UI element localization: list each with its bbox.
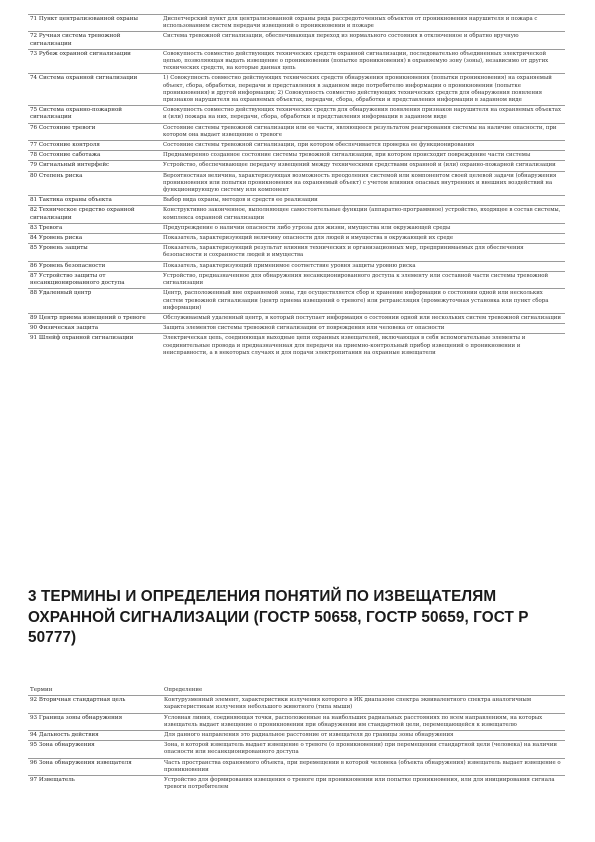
term-cell: 89 Центр приема извещений о тревоге (30, 314, 146, 321)
term-cell: 86 Уровень безопасности (30, 262, 106, 269)
definition-cell: Устройство, обеспечивающее передачу извещений между техническими средствами охранной и (или) охранно-пожарной сигнализации (163, 162, 556, 169)
definition-cell: Состояние системы тревожной сигнализации, при котором обеспечивается проверка ее функционирования (163, 142, 475, 149)
terms-table-1 (28, 14, 565, 358)
term-cell: 79 Сигнальный интерфейс (30, 162, 110, 169)
header-definition: Определение (164, 687, 203, 693)
definition-cell: Вероятностная величина, характеризующая возможность преодоления системой или компонентом своей целевой задачи (обнаружения проникновения или попытки проникновения на охраняемый объект) с учетом влияния опасных внутренних и внешних воздействий на функционирующую систему или компонент (163, 172, 557, 194)
table-row (28, 333, 565, 358)
table-row (28, 123, 565, 140)
table-row (28, 323, 565, 333)
definition-cell: Центр, расположенный вне охраняемой зоны, где осуществляется сбор и хранение информации о состоянии одной или нескольких систем тревожной сигнализации (центр приема извещений о тревоге) или ретрансляция (промежуточная установка или пункт сбора информации) (163, 290, 549, 311)
table-row (28, 261, 565, 271)
definition-cell: Совокупность совместно действующих технических средств охранной сигнализации, последовательно объединенных электрической цепью, позволяющая выдать извещение о проникновении (попытке проникновения) в охраняемую зону (зоны), независимо от других технических средств, на которые данная цепь (163, 50, 549, 72)
term-cell: 97 Извещатель (30, 777, 75, 784)
table-row (28, 730, 565, 740)
term-cell: 78 Состояние саботажа (30, 152, 101, 159)
term-cell: 83 Тревога (30, 224, 63, 231)
table-row (28, 288, 565, 313)
table-row (28, 73, 565, 105)
definition-cell: Система тревожной сигнализации, обеспечивающая переход из нормального состояния в отключенное и обратно вручную (163, 33, 519, 40)
table-row (28, 205, 565, 222)
table-row (28, 758, 565, 775)
definition-cell: Для данного направления это радиальное расстояние от извещателя до границы зоны обнаружения (164, 732, 454, 739)
definition-cell: Контурузменный элемент, характеристики излучения которого в ИК диапазоне спектра эквивалентного спектра аналогичным характеристикам излучения небольшого животного (типа мыши) (164, 697, 532, 711)
term-cell: 92 Вторичная стандартная цель (30, 697, 126, 704)
definition-cell: Показатель, характеризующий величину опасности для людей и имущества в окружающей их среде (163, 235, 454, 242)
term-cell: 71 Пункт централизованной охраны (30, 16, 138, 22)
table-row (28, 775, 565, 792)
definition-cell: Показатель, характеризующий результат влияния технических и организационных мер, предпринимаемых для обеспечения безопасности и сохранности людей и имущества (163, 245, 524, 259)
term-cell: 72 Ручная система тревожной сигнализации (30, 33, 121, 47)
definition-cell: Обслуживаемый удаленный центр, в который поступает информация о состоянии одной или нескольких систем тревожной сигнализации (163, 314, 561, 321)
table-row (28, 195, 565, 205)
term-cell: 85 Уровень защиты (30, 245, 88, 252)
table-row (28, 31, 565, 48)
term-cell: 74 Система охранной сигнализации (30, 75, 138, 82)
term-cell: 77 Состояние контроля (30, 142, 100, 149)
term-cell: 87 Устройство защиты от несанкционированного доступа (30, 272, 125, 287)
definition-cell: Условная линия, соединяющая точки, расположенные на наибольших радиальных расстояниях по всем направлениям, на которых извещатель выдает извещение о проникновении при обнаружении им стандартной цели, перемещающейся к извещателю (164, 714, 543, 728)
term-cell: 91 Шлейф охранной сигнализации (30, 335, 134, 342)
definition-cell: Конструктивно законченное, выполняющее самостоятельные функции (аппаратно-программное) устройство, входящее в состав системы, комплекса охранной сигнализации (163, 207, 561, 221)
term-cell: 76 Состояние тревоги (30, 124, 96, 131)
definition-cell: Защита элементов системы тревожной сигнализации от повреждения или человека от опасности (163, 325, 445, 332)
table-row (28, 140, 565, 150)
definition-cell: Состояние системы тревожной сигнализации или ее части, являющееся результатом реагирования системы на наличие опасности, при котором она выдает извещение о тревоге (163, 124, 557, 138)
term-cell: 82 Техническое средство охранной сигнализации (30, 207, 135, 221)
table-header-row (28, 686, 565, 695)
term-cell: 94 Дальность действия (30, 732, 99, 739)
definition-cell: Диспетчерский пункт для централизованной охраны ряда рассредоточенных объектов от проникновения нарушителя и пожара с использованием систем передачи извещений о проникновении и пожаре (163, 16, 538, 30)
term-cell: 90 Физическая защита (30, 325, 99, 332)
table-row (28, 313, 565, 323)
table-row (28, 160, 565, 170)
term-cell: 88 Удаленный центр (30, 290, 92, 297)
header-term: Термин (30, 687, 53, 693)
table-row (28, 105, 565, 122)
term-cell: 96 Зона обнаружения извещателя (30, 759, 132, 766)
term-cell: 81 Тактика охраны объекта (30, 197, 112, 204)
section-heading: 3 ТЕРМИНЫ И ОПРЕДЕЛЕНИЯ ПОНЯТИЙ ПО ИЗВЕЩАТЕЛЯМ ОХРАННОЙ СИГНАЛИЗАЦИИ (ГОСТР 50658, ГОСТР 50659, ГОСТ Р 50777) (28, 588, 529, 646)
table-row (28, 713, 565, 730)
table-row (28, 171, 565, 196)
term-cell: 75 Система охранно-пожарной сигнализации (30, 107, 123, 121)
table-row (28, 14, 565, 31)
definition-cell: Предупреждение о наличии опасности либо угрозы для жизни, имущества или окружающей среды (163, 224, 451, 231)
definition-cell: Выбор вида охраны, методов и средств ее реализации (163, 197, 318, 204)
table-row (28, 223, 565, 233)
definition-cell: Совокупность совместно действующих технических средств для обнаружения появления признаков нарушителя на охраняемых объектах и (или) пожара на них, передачи, сбора, обработки и представления информации в заданном виде (163, 107, 561, 121)
definition-cell: Устройство для формирования извещения о тревоге при проникновении или попытке проникновения, или для инициирования сигнала тревоги потребителем (164, 777, 555, 791)
table-row (28, 695, 565, 712)
table-row (28, 271, 565, 288)
definition-cell: Часть пространства охраняемого объекта, при перемещении в которой человека (объекта обнаружения) извещатель выдает извещение о проникновении (164, 759, 561, 773)
table-row (28, 150, 565, 160)
definition-cell: Электрическая цепь, соединяющая выходные цепи охранных извещателей, включающая в себя вспомогательные элементы и соединительные провода и предназначенная для передачи на приемно-контрольный прибор извещений о проникновении и неисправности, а в некоторых случаях и для подачи электропитания на охранные извещатели (163, 335, 526, 356)
term-cell: 93 Граница зоны обнаружения (30, 714, 123, 721)
table-row (28, 49, 565, 74)
table-row (28, 740, 565, 757)
definition-cell: 1) Совокупность совместно действующих технических средств обнаружения проникновения (попытки проникновения) на охраняемый объект, сбора, обработки, передачи и представления в заданном виде потребителю информации о проникновении (попытке проникновения) и другой информации; 2) Совокупность совместно действующих технических средств для обнаружения появления признаков нарушителя на охраняемых объектах, передачи, сбора, обработки и представления информации в заданном виде (163, 75, 552, 104)
term-cell: 95 Зона обнаружения (30, 742, 95, 749)
table-row (28, 233, 565, 243)
term-cell: 84 Уровень риска (30, 235, 83, 242)
definition-cell: Преднамеренно созданное состояние системы тревожной сигнализации, при котором происходит повреждение части системы (163, 152, 531, 159)
term-cell: 80 Степень риска (30, 172, 83, 179)
definition-cell: Зона, в которой извещатель выдает извещение о тревоге (о проникновении) при перемещении стандартной цели (человека) на наличии опасности или несанкционированного доступа (164, 742, 558, 756)
definition-cell: Показатель, характеризующий применимое соответствие уровня защиты уровню риска (163, 262, 416, 269)
terms-table-2 (28, 686, 565, 792)
term-cell: 73 Рубеж охранной сигнализации (30, 50, 131, 57)
definition-cell: Устройство, предназначенное для обнаружения несанкционированного доступа к элементу или составной части системы тревожной сигнализации (163, 272, 549, 287)
table-row (28, 243, 565, 260)
